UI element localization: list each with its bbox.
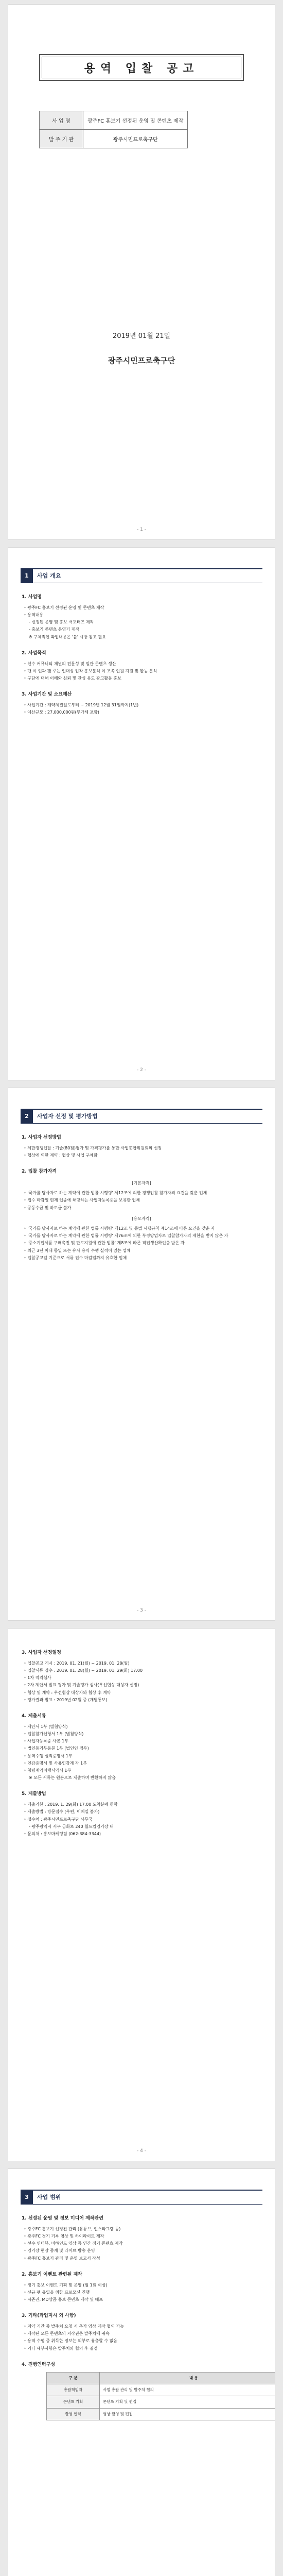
staff-table-header: 구 분 <box>47 2372 100 2384</box>
item-list <box>21 660 262 682</box>
cover-row-project <box>40 111 188 130</box>
item-list <box>21 2282 262 2303</box>
list-item: ◦ 정기 홍보 이벤트 기획 및 운영 (월 1회 이상) <box>24 2282 108 2287</box>
subsection-title: 2. 홍보기 이벤트 관련된 제작 <box>22 2272 82 2277</box>
list-item: ◦ 접수 마감일 현재 업종에 해당하는 사업자등록증을 보유한 업체 <box>24 1198 140 1203</box>
list-item: ◦ 제작된 모든 콘텐츠의 저작권은 발주처에 귀속 <box>24 2331 110 2336</box>
item-list <box>21 2323 262 2352</box>
cover-row-key: 사 업 명 <box>40 111 83 130</box>
list-item: ◦ 접수처 : 광주시민프로축구단 사무국 <box>24 1817 93 1822</box>
list-item: ◦ 기타 세부사항은 발주처와 협의 후 결정 <box>24 2346 98 2351</box>
list-item: ◦ 입찰서류 접수 : 2019. 01. 28(월) ~ 2019. 01. 29(화) 17:00 <box>24 1668 143 1673</box>
section-number: 3 <box>21 2191 33 2204</box>
table-row <box>47 2396 276 2408</box>
item-list <box>21 1145 262 1159</box>
item-list <box>21 1660 262 1703</box>
list-item: ◦ 협상에 의한 계약 : 협상 및 사업 구체화 <box>24 1153 98 1158</box>
list-item: ◦ 예산규모 : 27,000,000원(부가세 포함) <box>24 710 99 715</box>
subsection-title: 2. 입찰 참가자격 <box>22 1169 57 1175</box>
list-item: ◦ 용역 수행 중 취득한 정보는 외부로 유출할 수 없음 <box>24 2338 118 2344</box>
staff-table <box>46 2372 275 2421</box>
section-title: 사업 개요 <box>37 572 61 579</box>
subsection-title: 3. 사업기간 및 소요예산 <box>22 692 72 698</box>
list-item: ◦ 사업기간 : 계약체결일로부터 ~ 2019년 12월 31일까지(1년) <box>24 703 139 708</box>
page-section-1 <box>8 547 275 1080</box>
list-item: ◦ 인감증명서 및 사용인감계 각 1부 <box>24 1760 87 1766</box>
list-item: ◦ '중소기업제품 구매촉진 및 판로지원에 관한 법률' 제8조에 따른 직접생산확인을 받은 자 <box>24 1241 185 1246</box>
page-number: - 3 - <box>137 1608 146 1613</box>
list-item: ◦ 법인등기부등본 1부 (법인인 경우) <box>24 1746 89 1751</box>
staff-role: 총괄책임자 <box>47 2384 100 2396</box>
staff-duty: 사업 총괄 관리 및 발주처 협의 <box>100 2384 276 2396</box>
page-cover <box>8 4 275 540</box>
list-item: ◦ 광주FC 홍보기 선정된 운영 및 콘텐츠 제작 <box>24 605 104 610</box>
list-item: ◦ 1차 적격심사 <box>24 1675 51 1681</box>
list-item: ◦ 광주FC 경기 기록 영상 및 하이라이트 제작 <box>24 2234 104 2239</box>
list-item: ◦ 문의처 : 홍보마케팅팀 (062-384-3344) <box>24 1831 101 1836</box>
list-item: ◦ 제출기한 : 2019. 1. 29(화) 17:00 도착분에 한함 <box>24 1802 118 1807</box>
page-section-3 <box>8 2168 275 2576</box>
page-number: - 2 - <box>137 1067 146 1073</box>
item-list <box>21 604 262 640</box>
section-number: 2 <box>21 1110 33 1123</box>
staff-duty: 영상 촬영 및 편집 <box>100 2408 276 2420</box>
cover-row-value: 광주FC 홍보기 선정된 운영 및 콘텐츠 제작 <box>83 111 188 130</box>
section-header <box>21 568 262 583</box>
subsection-title: 5. 제출방법 <box>22 1791 46 1797</box>
cover-date: 2019년 01월 21일 <box>112 332 171 340</box>
subsection-title: 1. 사업자 선정방법 <box>22 1135 61 1140</box>
list-item: ◦ 평가결과 발표 : 2019년 02월 중 (개별통보) <box>24 1697 108 1702</box>
page-number: - 4 - <box>137 2148 146 2154</box>
list-item: ◦ 선수 커뮤니티 채널의 전문성 및 일관 콘텐츠 생산 <box>24 661 116 666</box>
qualification-note: [기본자격] <box>132 1181 151 1186</box>
table-row <box>47 2408 276 2420</box>
list-item: ◦ 청렴계약이행서약서 1부 <box>24 1768 72 1773</box>
list-item: ※ 구체적인 과업내용은 '붙' 시방 참고 필요 <box>29 634 107 639</box>
cover-row-key: 발 주 기 관 <box>40 130 83 148</box>
list-item: ◦ 입찰공고일 기준으로 서류 접수 마감일까지 유효한 업체 <box>24 1255 127 1260</box>
list-item: ◦ 공동수급 및 하도급 불가 <box>24 1205 72 1210</box>
cover-row-client <box>40 130 188 148</box>
section-number: 1 <box>21 569 33 583</box>
list-item: ◦ 제출방법 : 방문접수 (우편, 이메일 불가) <box>24 1809 100 1815</box>
list-item: ◦ 선수 인터뷰, 비하인드 영상 등 연간 정기 콘텐츠 제작 <box>24 2241 123 2246</box>
list-item: ◦ 계약 기간 중 발주처 요청 시 추가 영상 제작 협의 가능 <box>24 2324 124 2329</box>
list-item: ◦ 협상 및 계약 : 우선협상 대상자와 협상 후 계약 <box>24 1690 111 1695</box>
item-list <box>21 1190 262 1211</box>
page-section-2 <box>8 1088 275 1621</box>
list-item: ※ 모든 서류는 원본으로 제출하며 반환하지 않음 <box>29 1775 116 1781</box>
cover-org: 광주시민프로축구단 <box>108 356 175 365</box>
section-title: 사업자 선정 및 평가방법 <box>37 1112 98 1120</box>
list-item: - 선정된 운영 및 홍보 서포터즈 제작 <box>29 620 94 625</box>
section-header <box>21 2190 262 2205</box>
list-item: ◦ 시즌권, MD상품 홍보 콘텐츠 제작 및 배포 <box>24 2297 103 2302</box>
list-item: ◦ 제한경쟁입찰 : 기술(80점)평가 및 가격평가를 통한 사업총합위원회의 선정 <box>24 1145 162 1150</box>
staff-role: 촬영 인력 <box>47 2408 100 2420</box>
section-header <box>21 1109 262 1124</box>
subsection-title: 1. 선정된 운영 및 정보 미디어 제작관련 <box>22 2216 103 2221</box>
staff-duty: 콘텐츠 기획 및 편집 <box>100 2396 276 2408</box>
list-item: ◦ 경기장 현장 중계 및 라이브 방송 운영 <box>24 2248 95 2253</box>
table-row <box>47 2384 276 2396</box>
list-item: ◦ '국가를 당사자로 하는 계약에 관한 법률 시행령' 제76조에 의한 부정당업자로 입찰참가자격 제한을 받지 않은 자 <box>24 1233 228 1239</box>
item-list <box>21 1225 262 1261</box>
list-item: ◦ 입찰공고 게시 : 2019. 01. 21(월) ~ 2019. 01. 28(월) <box>24 1660 130 1666</box>
item-list <box>21 1801 262 1837</box>
list-item: ◦ 광주FC 홍보기 관리 및 운영 보고서 작성 <box>24 2256 100 2261</box>
page-section-2-cont <box>8 1628 275 2161</box>
list-item: ◦ 최근 3년 이내 동일 또는 유사 용역 수행 실적이 있는 업체 <box>24 1248 131 1253</box>
list-item: ◦ 입찰참가신청서 1부 (별첨양식) <box>24 1732 84 1736</box>
list-item: ◦ 제안서 1부 (별첨양식) <box>24 1724 68 1729</box>
subsection-title: 4. 진행인력구성 <box>22 2362 55 2367</box>
cover-title: 용역 입찰 공고 <box>39 54 244 81</box>
staff-role: 콘텐츠 기획 <box>47 2396 100 2408</box>
item-list <box>21 1723 262 1782</box>
qualification-note: [응모자격] <box>132 1216 151 1221</box>
list-item: ◦ '국가를 당사자로 하는 계약에 관한 법률 시행령' 제12조 및 동법 시행규칙 제14조에 따른 요건을 갖춘 자 <box>24 1226 215 1231</box>
section-title: 사업 범위 <box>37 2193 61 2200</box>
list-item: - 광주광역시 서구 금화로 240 월드컵경기장 내 <box>29 1824 114 1829</box>
list-item: ◦ 용역내용 <box>24 613 44 618</box>
staff-table-header: 내 용 <box>100 2372 276 2384</box>
item-list <box>21 2226 262 2262</box>
list-item: ◦ 사업자등록증 사본 1부 <box>24 1739 68 1744</box>
subsection-title: 4. 제출서류 <box>22 1713 46 1719</box>
subsection-title: 1. 사업명 <box>22 595 42 600</box>
list-item: ◦ 광주FC 홍보기 선정된 관리 (유튜브, 인스타그램 등) <box>24 2226 121 2231</box>
subsection-title: 2. 사업목적 <box>22 650 46 656</box>
item-list <box>21 702 262 716</box>
list-item: - 홍보기 콘텐츠 운영기 제작 <box>29 627 80 632</box>
list-item: ◦ 용역수행 실적증명서 1부 <box>24 1753 73 1758</box>
list-item: ◦ 신규 팬 유입을 위한 프로모션 진행 <box>24 2290 90 2295</box>
subsection-title: 3. 기타(과업지시 외 사항) <box>22 2313 76 2319</box>
page-number: - 1 - <box>137 527 146 532</box>
list-item: ◦ 팬 이 인과 팬 주는 인대성 입착 홍보분석 이 포쪽 인원 지원 및 활동 분석 <box>24 668 157 673</box>
list-item: ◦ 구단에 대해 이해와 신뢰 및 관심 유도 광고활동 홍보 <box>24 676 121 681</box>
list-item: ◦ 2차 제안서 발표 평가 및 기술평가 심사(우선협상 대상자 선정) <box>24 1683 139 1688</box>
list-item: ◦ '국가를 당사자로 하는 계약에 관한 법률 시행령' 제12조에 의한 경쟁입찰 참가자격 요건을 갖춘 업체 <box>24 1191 207 1196</box>
subsection-title: 3. 사업자 선정일정 <box>22 1650 61 1655</box>
cover-info-table <box>39 111 188 148</box>
cover-row-value: 광주시민프로축구단 <box>83 130 188 148</box>
